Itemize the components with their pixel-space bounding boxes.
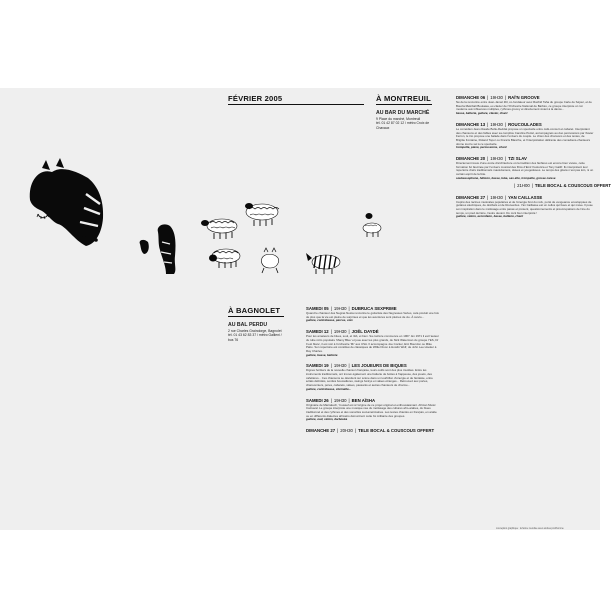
event-header: DIMANCHE 27 | 19H30 | YAN CAILLASSE [456, 194, 543, 200]
zebra-figure [306, 253, 340, 274]
event-entry [306, 306, 440, 323]
bagnolet-venue-address: 2 rue Charles Graindorge, Bagnolet [228, 329, 282, 333]
montreuil-venue-contact: tél. 01 42 87 02 12 / métro Croix de Chavaux [376, 121, 430, 130]
sheep-figure [363, 213, 381, 237]
event-title: JOËL DAYDÉ [351, 329, 379, 335]
design-credit: conception graphique : la farine mendiée avec andrea prodhomme [496, 528, 564, 530]
event-instruments: guitare, contrebasse, percus, voix [306, 318, 353, 323]
event-description: Le comédien Jean-Claude Bolle-Reddat propose un spectacle entre café-concert et cabaret. Interprétant des chansons et des fables avec sa complice Caroline Petrel, accompagnés au duo percussions par Xavier Ferron, le trio propose une balade dans l'univers du couple. Le chien des chansons et des textes, de Brigitte Fontaine, Roland Topor ou Francis Blanche, et l'interprétation délirante des comédiens-chanteurs donne tout le sel à ce spectacle. [456, 126, 594, 146]
event-description: Pour les amateurs de blues, soul, et r&b, et bien. Sa carrière commence en 1967. En 1971 il est l'auteur du tube rétro populaire 'Mamy Blue' et joue avec les plus grands, de Nick Waterman du groupe YES, Dr Il est blanc, il est noir à l'orchestre 'Mr' aux USA. Il accompagne Joe Cocker, Eric Bourdon ou Mike Patto. Son répertoire est constitué de classiques de Willie Dixon à Howlin Wolf, de John Lee Hooker à Ray Charles. [306, 334, 439, 353]
event-entry [306, 329, 440, 357]
month-heading: FÉVRIER 2005 [228, 94, 283, 103]
event-entry [456, 182, 611, 189]
event-header: SAMEDI 05 | 19H30 | DUBRUCA SEXPRIME [306, 306, 397, 311]
event-entry [306, 398, 440, 423]
lamb-figure [261, 248, 278, 273]
event-instruments: soubassophone, hélicon, basse, tuba, sax alto, trompette, grosse caisse [456, 175, 556, 180]
bagnolet-events [306, 306, 440, 440]
event-description: Né de la rencontre entre Jean-Jamel Zitl, co-fondateur avec Rachid Taha du groupe Carte de Séjour, et de Bouzia Mekrbali Boutaiea, ex-clavier de l'Orchestre National de Barbès, ce groupe interprète un raï moderne aux influences multiples, rythmes groovy et directement vivant à la dance... [456, 100, 592, 112]
montreuil-events [456, 95, 611, 225]
event-description: Inspiré des racines musicales populaires et de l'énergie brut du rock, porté de vengeance enveloppées de guitares électriques, de décibels et de Rouverdes. Yan Caillasse est un cellos qui bave et qui mave. Il pose son inspiration dans le métissage entre passé et présent, questionnements et préoccupations de l'ère du temps, un pied derrière, l'autre devant. Du rock bien interprété ! [456, 199, 593, 215]
month-rule [228, 104, 364, 105]
event-instruments: guitare, violon, accordéon, basse, batterie, chant [456, 214, 524, 219]
sheep-figure [245, 203, 279, 226]
event-title: TELE BOCAL & COUSCOUS OFFERT [358, 428, 435, 434]
event-header: DIMANCHE 27 | 20H30 | TELE BOCAL & COUSCOUS OFFERT [306, 428, 435, 434]
event-title: BEN AÏSHA [351, 397, 376, 403]
event-description: Quand le chanteur des Negras Nesta rencontre le guitariste des Negresses Vertes, cela produit une fois de plus que la vie est pleine de surprises et que les aventures sont pleines de vie. À suivre... [306, 311, 439, 319]
event-entry [306, 363, 440, 391]
bagnolet-heading: À BAGNOLET [228, 306, 281, 315]
event-instruments: guitare, contrebasse, clarinette... [306, 386, 352, 391]
bagnolet-rule [228, 316, 284, 317]
event-instruments: guitare, oud, violon, darbouka [306, 417, 348, 422]
bagnolet-venue-name: AU BAL PERDU [228, 322, 268, 328]
horse-figure [30, 158, 103, 246]
event-entry [456, 122, 594, 150]
montreuil-rule [376, 104, 432, 105]
montreuil-venue-address: 9 Place du marché, Montreuil [376, 117, 421, 121]
event-instruments: guitare, basse, batterie [306, 352, 338, 357]
event-header: SAMEDI 19 | 19H30 | LES JOUEURS DE BIQUES [306, 363, 407, 369]
event-instruments: basse, batterie, guitare, clavier, chant [456, 111, 508, 116]
event-title: TELE BOCAL & COUSCOUS OFFERT [534, 182, 611, 188]
bagnolet-venue-contact: tél. 01 43 62 83 37 / métro Gallieni / bus 76 [228, 333, 282, 342]
event-entry [456, 195, 594, 220]
event-title: DUBRUCA SEXPRIME [351, 306, 397, 311]
event-header: DIMANCHE 20 | 19H30 | TZI SLAV [456, 156, 527, 162]
event-header: | 21H00 | TELE BOCAL & COUSCOUS OFFERT [514, 182, 611, 188]
event-instruments: trompette, piano, percussions, chant [456, 145, 507, 150]
event-title: TZI SLAV [508, 156, 527, 162]
event-header: SAMEDI 12 | 19H30 | JOËL DAYDÉ [306, 329, 379, 335]
bagnolet-venue [228, 322, 286, 342]
montreuil-venue [376, 110, 436, 130]
event-header: DIMANCHE 13 | 19H30 | ROUCOULADES [456, 121, 542, 127]
leg-figure [140, 224, 176, 274]
event-description: Directement issus d'une école d'architecture où la tradition des fanfares est encore bien vivace, cette formation fut fascinée par l'univers musical des films d'Emir Kusturica et Tony Gatlif. Ils interprètent leur répertoire d'airs traditionnels macédoniens, slaves et yougoslaves. Le temps des gitans n'est pas loin, ni un certain esprit de la fête. [456, 161, 594, 177]
event-entry [306, 428, 440, 434]
event-header: DIMANCHE 06 | 19H30 | RAÏ'N GROOVE [456, 95, 540, 100]
event-entry [456, 156, 594, 181]
sheep-figure [201, 219, 237, 239]
event-title: RAÏ'N GROOVE [508, 95, 540, 100]
event-entry [456, 95, 594, 116]
event-title: YAN CAILLASSE [508, 194, 543, 200]
event-title: LES JOUEURS DE BIQUES [351, 363, 407, 369]
montreuil-heading: À MONTREUIL [376, 94, 431, 103]
event-description: Dignes héritiers de la nouvelle chanson française, leurs outils sont des plus insolites. Entre les instruments traditionnels, ont trouvé également une batterie de bottes à frappeuse, des jouets, des cafetières... Ces chansons se dévoilent sur scène dans un tourbillon d'énergie et de fantaisie, entre éclats débridés, sonités boucadières, swings funkys et valses étranges... Retrouvez aux portes, chansonniers, pères, cabarets, valses, passants et autres chanteurs de charme... [306, 368, 433, 388]
event-header: SAMEDI 26 | 19H30 | BEN AÏSHA [306, 397, 376, 403]
montreuil-venue-name: AU BAR DU MARCHÉ [376, 110, 430, 116]
event-description: Originaire de Marrakech, Youssef est à l'origine de ce projet original et enthousiasmant. African Music Carnaval. Le groupe interprète une musique née du métissage des cultures afro-arabes, du blues traditionnel et des rythmes et des sonorités sud-américaines. Les textes chantés en français, en arabe ou en différents dialectes africains démontrent cette foi militante des groupes. [306, 402, 437, 418]
sheep-figure [209, 249, 240, 268]
event-title: ROUCOULADES [508, 121, 542, 127]
